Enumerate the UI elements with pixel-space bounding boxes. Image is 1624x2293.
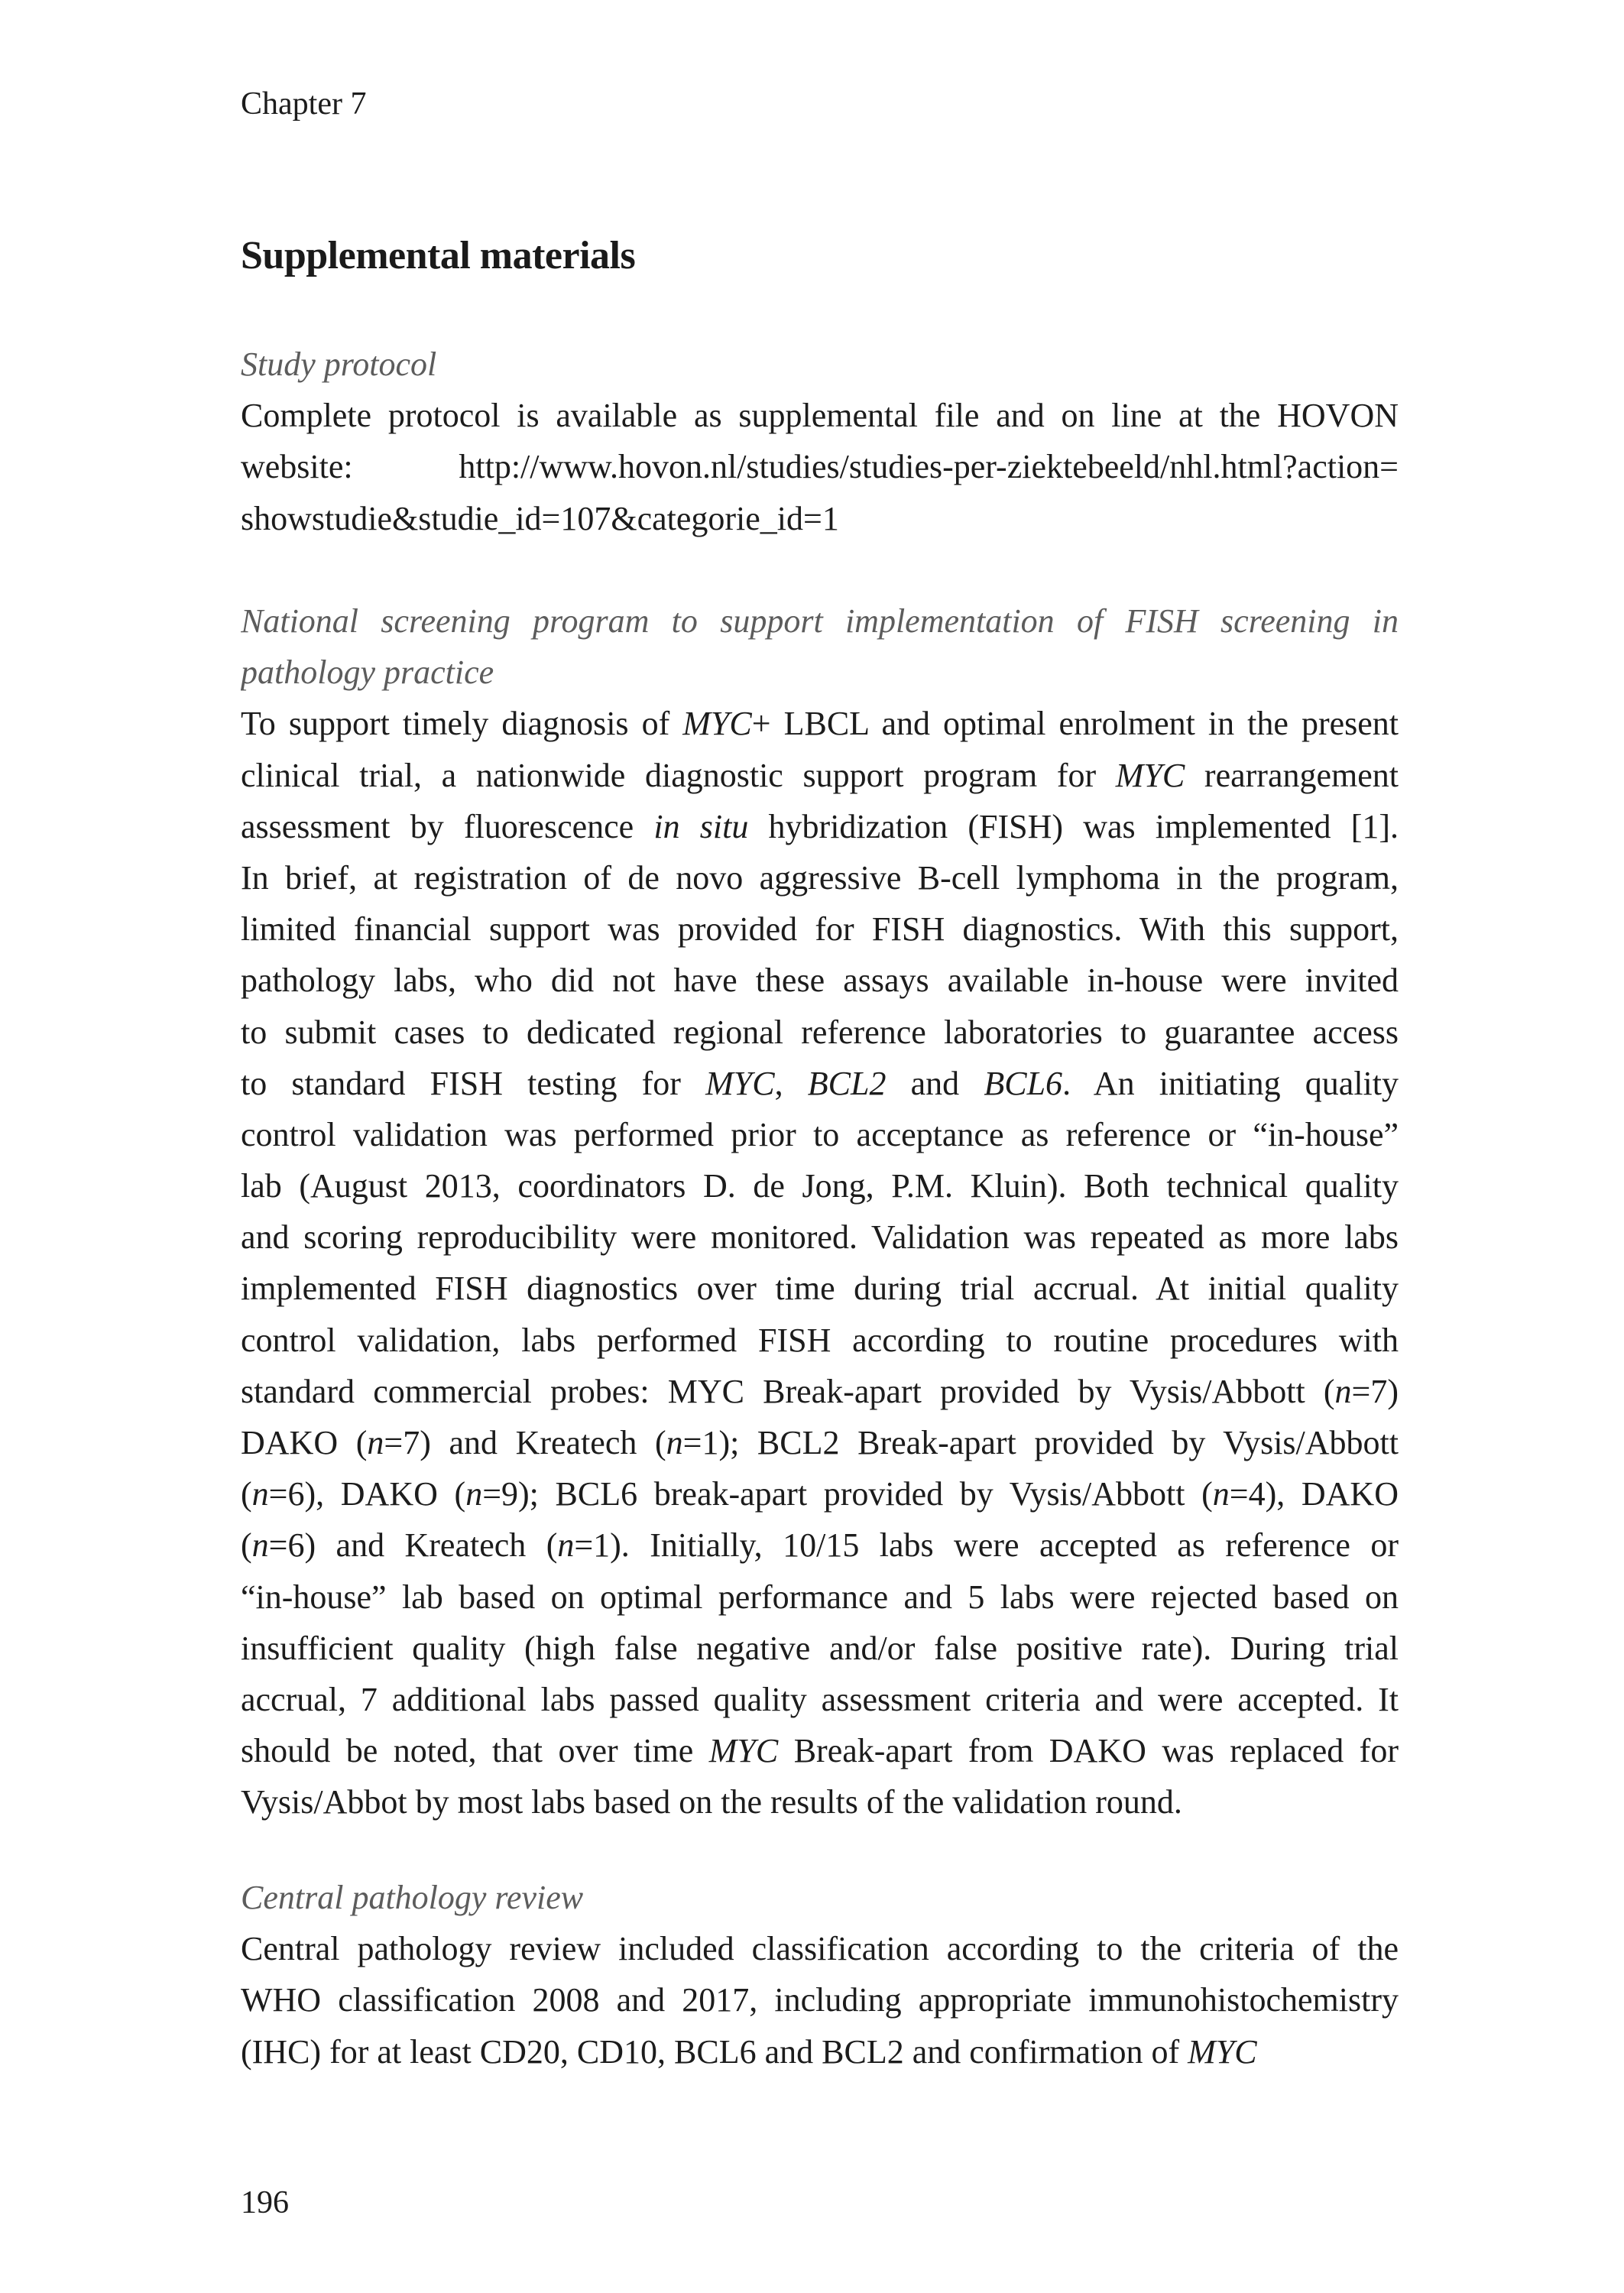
body-line: (n=6) and Kreatech (n=1). Initially, 10/15 labs were accepted as reference or bbox=[241, 1526, 1399, 1565]
body-line: control validation, labs performed FISH according to routine procedures with bbox=[241, 1321, 1399, 1359]
italic-term: in situ bbox=[653, 807, 749, 845]
body-line: DAKO (n=7) and Kreatech (n=1); BCL2 Break-apart provided by Vysis/Abbott bbox=[241, 1424, 1399, 1461]
italic-term: MYC bbox=[708, 1732, 779, 1770]
section-heading bbox=[241, 595, 1399, 698]
body-line: Complete protocol is available as supplemental file and on line at the HOVON bbox=[241, 397, 1399, 435]
heading-line: pathology practice bbox=[241, 654, 494, 692]
body-line: WHO classification 2008 and 2017, including appropriate immunohistochemistry bbox=[241, 1981, 1399, 2019]
section-central-pathology-review bbox=[241, 1872, 1399, 2077]
italic-term: n bbox=[666, 1424, 683, 1461]
body-line: control validation was performed prior to acceptance as reference or “in-house” bbox=[241, 1115, 1399, 1153]
italic-term: n bbox=[1334, 1372, 1352, 1410]
italic-term: MYC bbox=[1188, 2032, 1257, 2071]
body-line: To support timely diagnosis of MYC+ LBCL and optimal enrolment in the present bbox=[241, 705, 1399, 743]
italic-term: n bbox=[465, 1475, 483, 1513]
running-head: Chapter 7 bbox=[241, 86, 367, 122]
body-line: to submit cases to dedicated regional reference laboratories to guarantee access bbox=[241, 1013, 1399, 1051]
section-body bbox=[241, 1923, 1399, 2077]
body-line: lab (August 2013, coordinators D. de Jong, P.M. Kluin). Both technical quality bbox=[241, 1167, 1399, 1205]
section-body bbox=[241, 390, 1399, 544]
body-line: (n=6), DAKO (n=9); BCL6 break-apart provided by Vysis/Abbott (n=4), DAKO bbox=[241, 1475, 1399, 1513]
body-line: website: http://www.hovon.nl/studies/studies-per-ziektebeeld/nhl.html?action= bbox=[241, 448, 1399, 486]
body-line: showstudie&studie_id=107&categorie_id=1 bbox=[241, 499, 839, 537]
italic-term: BCL6 bbox=[984, 1064, 1063, 1102]
body-line: pathology labs, who did not have these assays available in-house were invited bbox=[241, 962, 1399, 1000]
body-line: Vysis/Abbot by most labs based on the results of the validation round. bbox=[241, 1783, 1182, 1821]
body-line: clinical trial, a nationwide diagnostic support program for MYC rearrangement bbox=[241, 756, 1399, 794]
body-line: (IHC) for at least CD20, CD10, BCL6 and BCL2 and confirmation of MYC bbox=[241, 2032, 1257, 2071]
section-fish-screening-program bbox=[241, 595, 1399, 1828]
body-line: should be noted, that over time MYC Break-apart from DAKO was replaced for bbox=[241, 1732, 1399, 1770]
section-heading bbox=[241, 1872, 1399, 1923]
body-line: to standard FISH testing for MYC, BCL2 and BCL6. An initiating quality bbox=[241, 1064, 1399, 1102]
body-line: limited financial support was provided for FISH diagnostics. With this support, bbox=[241, 910, 1399, 949]
italic-term: n bbox=[367, 1424, 384, 1461]
body-line: and scoring reproducibility were monitored. Validation was repeated as more labs bbox=[241, 1218, 1399, 1257]
italic-term: n bbox=[251, 1526, 269, 1565]
body-line: assessment by fluorescence in situ hybridization (FISH) was implemented [1]. bbox=[241, 807, 1399, 845]
page-title: Supplemental materials bbox=[241, 234, 636, 277]
heading-line: National screening program to support implementation of FISH screening in bbox=[241, 602, 1399, 640]
section-heading bbox=[241, 339, 1399, 390]
italic-term: MYC bbox=[682, 705, 752, 743]
heading-line: Study protocol bbox=[241, 345, 437, 383]
body-line: Central pathology review included classification according to the criteria of the bbox=[241, 1930, 1399, 1968]
heading-line: Central pathology review bbox=[241, 1879, 584, 1916]
italic-term: n bbox=[557, 1526, 575, 1565]
italic-term: n bbox=[251, 1475, 269, 1513]
body-line: “in-house” lab based on optimal performance and 5 labs were rejected based on bbox=[241, 1578, 1399, 1616]
italic-term: MYC bbox=[1115, 756, 1185, 794]
page-number: 196 bbox=[241, 2185, 289, 2220]
body-line: insufficient quality (high false negative and/or false positive rate). During trial bbox=[241, 1629, 1399, 1667]
body-line: standard commercial probes: MYC Break-apart provided by Vysis/Abbott (n=7) bbox=[241, 1372, 1399, 1410]
body-line: implemented FISH diagnostics over time during trial accrual. At initial quality bbox=[241, 1270, 1399, 1308]
body-line: accrual, 7 additional labs passed quality assessment criteria and were accepted. It bbox=[241, 1680, 1399, 1718]
italic-term: MYC bbox=[705, 1064, 775, 1102]
section-body bbox=[241, 698, 1399, 1828]
body-line: In brief, at registration of de novo aggressive B-cell lymphoma in the program, bbox=[241, 858, 1399, 897]
italic-term: n bbox=[1212, 1475, 1230, 1513]
italic-term: BCL2 bbox=[807, 1064, 887, 1102]
section-study-protocol bbox=[241, 339, 1399, 544]
